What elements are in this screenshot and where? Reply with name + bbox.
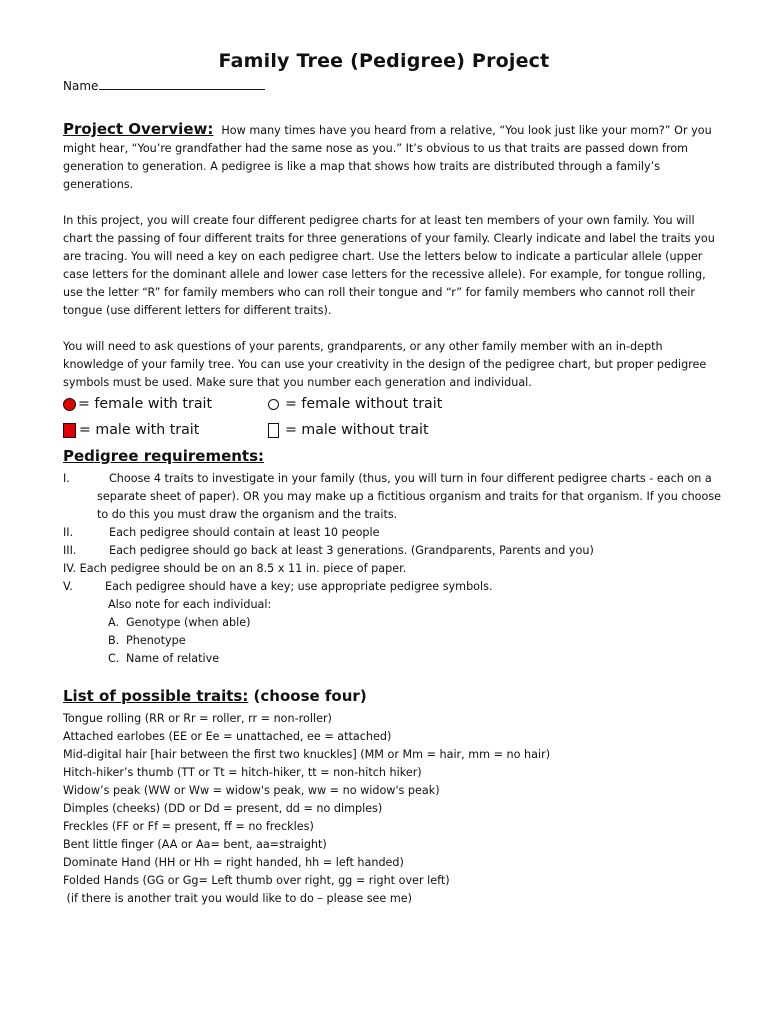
requirement-item <box>63 542 733 560</box>
trait-item: Dimples (cheeks) (DD or Dd = present, dd = no dimples) <box>63 802 383 815</box>
name-label: Name <box>63 79 99 93</box>
requirement-item <box>63 470 733 524</box>
requirement-text: Each pedigree should have a key; use appropriate pedigree symbols. <box>105 580 493 593</box>
sub-item-text: Phenotype <box>126 634 186 647</box>
traits-heading-underlined: List of possible traits: <box>63 687 249 705</box>
page-title: Family Tree (Pedigree) Project <box>218 50 550 72</box>
filled-circle-icon <box>63 398 76 411</box>
legend-female-with-trait <box>63 396 212 412</box>
sub-item-text: Genotype (when able) <box>126 616 251 629</box>
legend-row-female <box>63 396 563 422</box>
name-field <box>63 77 265 93</box>
requirements-heading <box>63 447 264 465</box>
also-note-label: Also note for each individual: <box>108 598 272 611</box>
sub-item-genotype <box>63 614 733 632</box>
trait-item: Folded Hands (GG or Gg= Left thumb over right, gg = right over left) <box>63 874 450 887</box>
sub-item-letter: B. <box>108 634 120 647</box>
trait-item: Hitch-hiker’s thumb (TT or Tt = hitch-hiker, tt = non-hitch hiker) <box>63 766 422 779</box>
trait-item: Tongue rolling (RR or Rr = roller, rr = non-roller) <box>63 712 332 725</box>
requirement-text: Each pedigree should contain at least 10 people <box>109 526 380 539</box>
trait-item: Widow’s peak (WW or Ww = widow's peak, ww = no widow's peak) <box>63 784 440 797</box>
legend-label-male-with-trait: = male with trait <box>79 422 200 438</box>
requirement-number: I. <box>63 472 70 485</box>
requirement-number: V. <box>63 580 73 593</box>
sub-item-phenotype <box>63 632 733 650</box>
sub-item-relative-name <box>63 650 733 668</box>
legend-label-male-without-trait: = male without trait <box>285 422 429 438</box>
name-blank-line <box>99 77 265 90</box>
overview-heading: Project Overview: <box>63 120 214 138</box>
legend-male-without-trait <box>268 422 429 438</box>
requirement-text: Each pedigree should be on an 8.5 x 11 in. piece of paper. <box>79 562 407 575</box>
filled-square-icon <box>63 423 76 438</box>
trait-item: Freckles (FF or Ff = present, ff = no freckles) <box>63 820 314 833</box>
empty-circle-icon <box>268 399 279 410</box>
requirement-text: Each pedigree should go back at least 3 generations. (Grandparents, Parents and you) <box>109 544 594 557</box>
requirement-number: III. <box>63 544 77 557</box>
trait-item: Mid-digital hair [hair between the first two knuckles] (MM or Mm = hair, mm = no hair) <box>63 748 551 761</box>
requirement-number: IV. <box>63 562 77 575</box>
traits-heading-rest: (choose four) <box>248 687 367 705</box>
empty-square-icon <box>268 423 279 438</box>
sub-item-letter: C. <box>108 652 120 665</box>
legend-female-without-trait <box>268 396 442 412</box>
overview-text-1: How many times have you heard from a relative, “You look just like your mom?” Or you might hear, “You’re grandfather had the same nose as you.” It’s obvious to us that traits are passed down from generation to generation. A pedigree is like a map that shows how traits are distributed through a family’s generations. <box>63 124 712 191</box>
trait-item: Attached earlobes (EE or Ee = unattached, ee = attached) <box>63 730 392 743</box>
requirement-text: Choose 4 traits to investigate in your family (thus, you will turn in four different pedigree charts - each on a separate sheet of paper). OR you may make up a fictitious organism and traits for that organism. If you choose to do this you must draw the organism and the traits. <box>97 472 722 521</box>
overview-paragraph-1 <box>63 120 723 194</box>
requirements-list <box>63 470 733 668</box>
traits-list <box>63 710 723 908</box>
legend-row-male <box>63 422 563 448</box>
requirements-heading-text: Pedigree requirements: <box>63 447 265 465</box>
trait-item-note: (if there is another trait you would like to do – please see me) <box>63 892 413 905</box>
legend-label-female-with-trait: = female with trait <box>78 396 213 412</box>
traits-heading <box>63 687 367 705</box>
overview-paragraph-2: In this project, you will create four different pedigree charts for at least ten members of your own family. You will chart the passing of four different traits for three generations of your family. Clearly indicate and label the traits you are tracing. You will need a key on each pedigree chart. Use the letters below to indicate a particular allele (upper case letters for the dominant allele and lower case letters for the recessive allele). For example, for tongue rolling, use the letter “R” for family members who can roll their tongue and “r” for family members who cannot roll their tongue (use different letters for different traits). <box>63 214 715 317</box>
sub-item-text: Name of relative <box>126 652 220 665</box>
pedigree-symbol-legend <box>63 396 563 448</box>
trait-item: Dominate Hand (HH or Hh = right handed, hh = left handed) <box>63 856 404 869</box>
requirement-item <box>63 578 733 596</box>
sub-item-letter: A. <box>108 616 120 629</box>
legend-label-female-without-trait: = female without trait <box>285 396 443 412</box>
requirement-number: II. <box>63 526 74 539</box>
overview-paragraph-3: You will need to ask questions of your parents, grandparents, or any other family member with an in-depth knowledge of your family tree. You can use your creativity in the design of the pedigree chart, but proper pedigree symbols must be used. Make sure that you number each generation and individual. <box>63 340 707 389</box>
requirement-item <box>63 524 733 542</box>
trait-item: Bent little finger (AA or Aa= bent, aa=straight) <box>63 838 327 851</box>
legend-male-with-trait <box>63 422 199 438</box>
project-overview-section <box>63 120 723 392</box>
requirement-item <box>63 560 733 578</box>
